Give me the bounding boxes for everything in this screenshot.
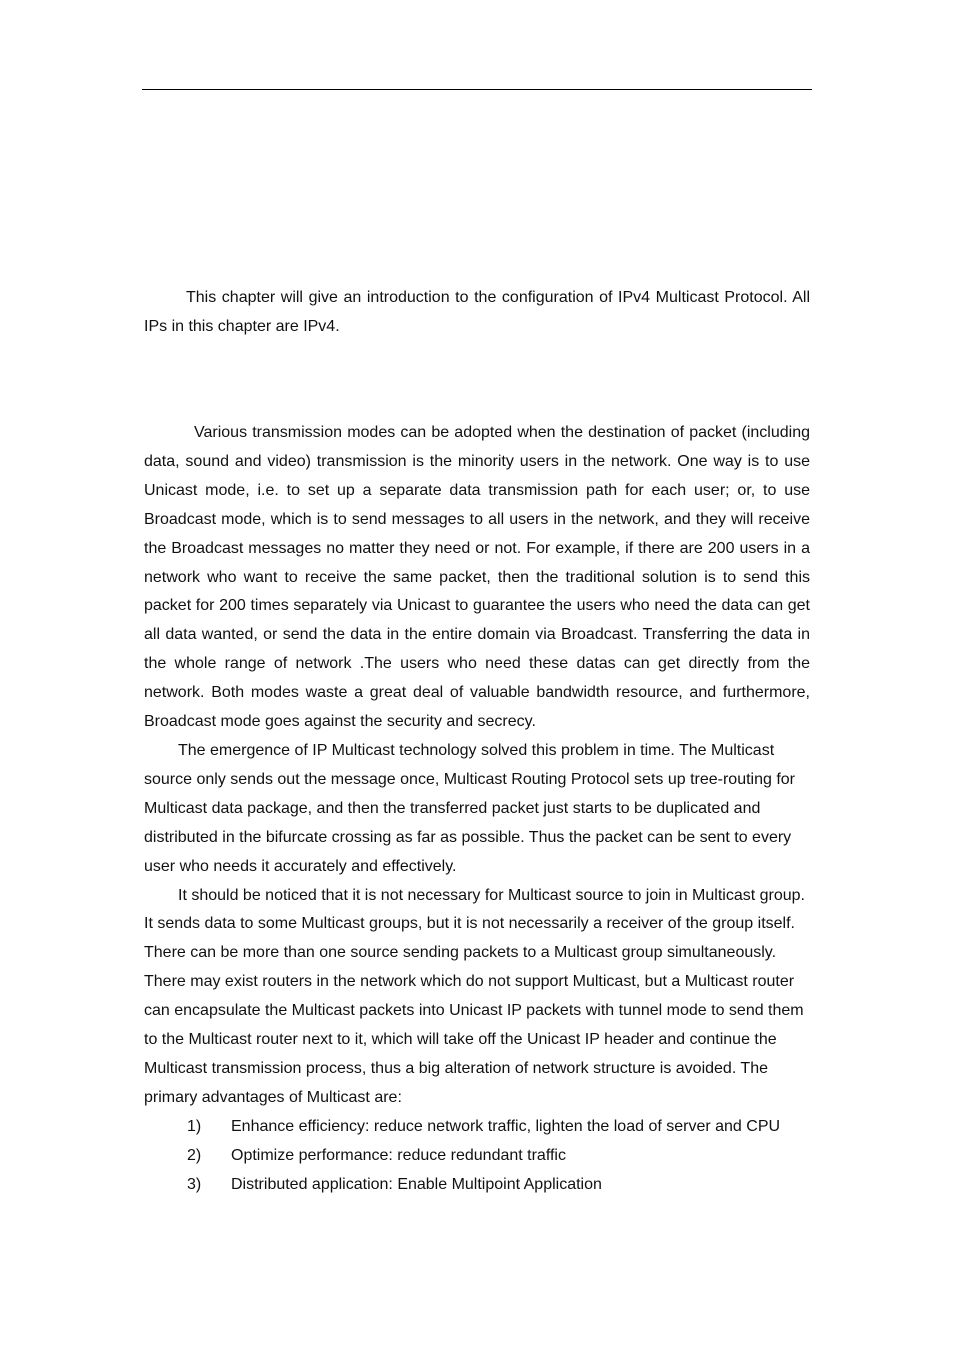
list-item [144,1142,810,1171]
header-rule [142,89,812,90]
list-item-number: 3) [187,1175,202,1193]
body-paragraph-2: The emergence of IP Multicast technology solved this problem in time. The Multicast source only sends out the message once, Multicast Routing Protocol sets up tree-routing for Multicast data package, and then the transferred packet just starts to be duplicated and distributed in the bifurcate crossing as far as possible. Thus the packet can be sent to every user who needs it accurately and effectively. [144,741,796,875]
list-item [144,1171,810,1200]
advantages-list [144,1113,810,1200]
list-item [144,1113,810,1142]
list-item-number: 1) [187,1117,202,1135]
list-item-text: Optimize performance: reduce redundant traffic [231,1146,566,1164]
chapter-intro [144,284,810,342]
list-item-text: Distributed application: Enable Multipoint Application [231,1175,602,1193]
list-item-number: 2) [187,1146,202,1164]
overview-section [144,419,810,1199]
intro-paragraph: This chapter will give an introduction to the configuration of IPv4 Multicast Protocol. All IPs in this chapter are IPv4. [144,289,810,335]
list-item-text: Enhance efficiency: reduce network traffic, lighten the load of server and CPU [231,1117,781,1135]
body-paragraph-3: It should be noticed that it is not necessary for Multicast source to join in Multicast group. It sends data to some Multicast groups, but it is not necessarily a receiver of the group itself. There can be more than one source sending packets to a Multicast group simultaneously. There may exist routers in the network which do not support Multicast, but a Multicast router can encapsulate the Multicast packets into Unicast IP packets with tunnel mode to send them to the Multicast router next to it, which will take off the Unicast IP header and continue the Multicast transmission process, thus a big alteration of network structure is avoided. The primary advantages of Multicast are: [144,886,805,1106]
body-paragraph-1: Various transmission modes can be adopted when the destination of packet (including data, sound and video) transmission is the minority users in the network. One way is to use Unicast mode, i.e. to set up a separate data transmission path for each user; or, to use Broadcast mode, which is to send messages to all users in the network, and they will receive the Broadcast messages no matter they need or not. For example, if there are 200 users in a network who want to receive the same packet, then the traditional solution is to send this packet for 200 times separately via Unicast to guarantee the users who need the data can get all data wanted, or send the data in the entire domain via Broadcast. Transferring the data in the whole range of network .The users who need these datas can get directly from the network. Both modes waste a great deal of valuable bandwidth resource, and furthermore, Broadcast mode goes against the security and secrecy. [144,424,810,731]
